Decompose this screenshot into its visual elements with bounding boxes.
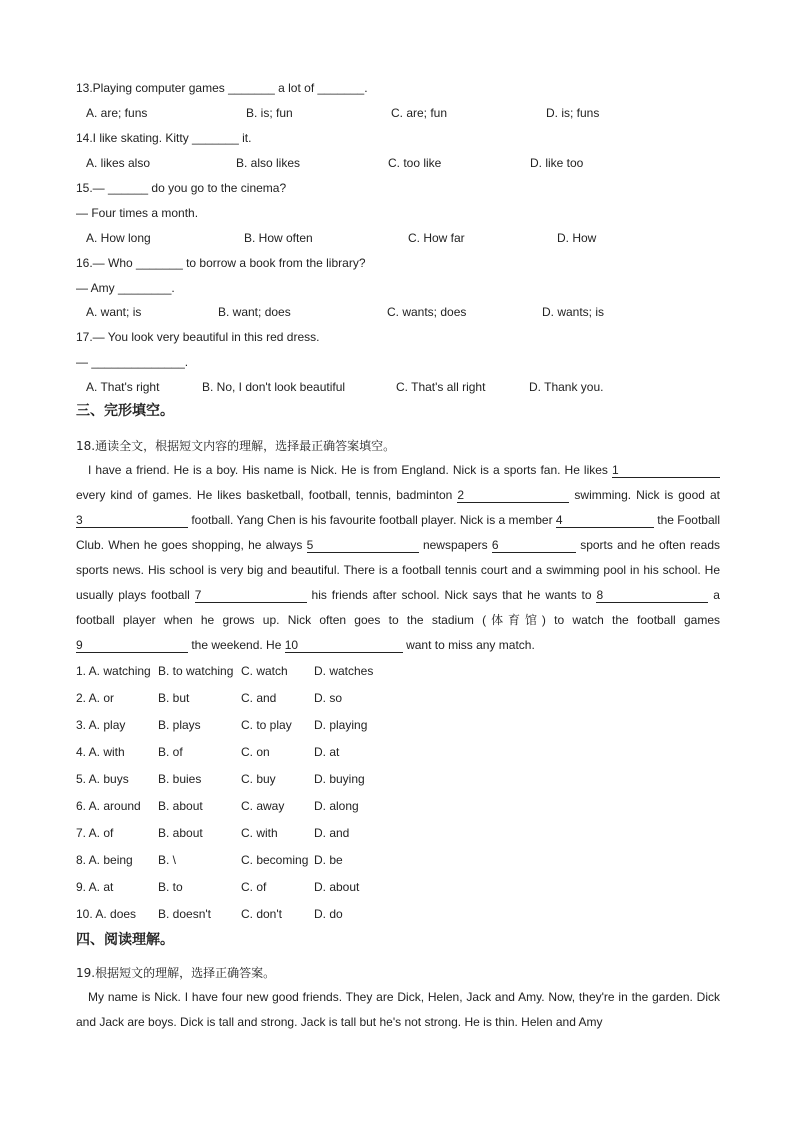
cloze-blank-3: 3 [76,513,188,528]
q14-option-b[interactable]: B. also likes [236,156,301,170]
cloze-blank-1: 1 [612,463,720,478]
question-17-reply: — ______________. [76,355,189,369]
cloze-choice-9-b[interactable]: B. to [158,880,183,894]
cloze-choice-10-d[interactable]: D. do [314,907,343,921]
q14-option-a[interactable]: A. likes also [86,156,151,170]
q15-option-c[interactable]: C. How far [408,231,465,245]
cloze-choice-8-c[interactable]: C. becoming [241,853,309,867]
cloze-choice-2-c[interactable]: C. and [241,691,277,705]
q16-option-b[interactable]: B. want; does [218,305,291,319]
cloze-choice-5-d[interactable]: D. buying [314,772,365,786]
question-18-instruction: 18.通读全文，根据短文内容的理解，选择最正确答案填空。 [76,439,396,453]
cloze-choice-2-b[interactable]: B. but [158,691,190,705]
cloze-blank-4: 4 [556,513,654,528]
cloze-choice-8-a[interactable]: 8. A. being [76,853,133,867]
question-16-reply: — Amy ________. [76,281,175,295]
cloze-choice-8-d[interactable]: D. be [314,853,343,867]
cloze-blank-5: 5 [307,538,419,553]
q15-option-a[interactable]: A. How long [86,231,151,245]
cloze-text: every kind of games. He likes basketball, football, tennis, badminton [76,488,458,502]
q15-option-d[interactable]: D. How [557,231,597,245]
cloze-text: the weekend. He [188,638,285,652]
cloze-blank-7: 7 [195,588,307,603]
cloze-text: football. Yang Chen is his favourite football player. Nick is a member [188,513,556,527]
cloze-blank-2: 2 [457,488,569,503]
cloze-choice-5-c[interactable]: C. buy [241,772,276,786]
cloze-choice-5-b[interactable]: B. buies [158,772,202,786]
cloze-choice-1-c[interactable]: C. watch [241,664,288,678]
cloze-choice-7-b[interactable]: B. about [158,826,203,840]
cloze-blank-6: 6 [492,538,576,553]
q16-option-a[interactable]: A. want; is [86,305,142,319]
reading-passage [76,985,720,1035]
section-3-heading: 三、完形填空。 [76,403,174,419]
cloze-text: swimming. Nick is good at [569,488,721,502]
cloze-choice-6-a[interactable]: 6. A. around [76,799,141,813]
q13-option-b[interactable]: B. is; fun [246,106,293,120]
cloze-choice-3-b[interactable]: B. plays [158,718,201,732]
cloze-choice-9-c[interactable]: C. of [241,880,267,894]
cloze-choice-10-c[interactable]: C. don't [241,907,282,921]
cloze-choice-3-a[interactable]: 3. A. play [76,718,126,732]
cloze-choice-2-a[interactable]: 2. A. or [76,691,115,705]
reading-passage-text: My name is Nick. I have four new good friends. They are Dick, Helen, Jack and Amy. Now, they're in the garden. Dick and Jack are boys. Dick is tall and strong. Jack is tall but he's not strong. He is thin. Helen and Amy [76,990,720,1029]
cloze-choice-9-d[interactable]: D. about [314,880,360,894]
cloze-text: a football player when he grows up. Nick often goes to the stadium (体育馆) to watch the football games [76,588,720,627]
q15-option-b[interactable]: B. How often [244,231,313,245]
cloze-text: the Football Club. When he goes shopping, he always [76,513,720,552]
cloze-text: want to miss any match. [402,638,535,652]
cloze-choice-3-d[interactable]: D. playing [314,718,368,732]
q13-option-c[interactable]: C. are; fun [391,106,448,120]
cloze-choice-6-d[interactable]: D. along [314,799,359,813]
question-13-stem: 13.Playing computer games _______ a lot of _______. [76,81,368,95]
cloze-choice-4-c[interactable]: C. on [241,745,270,759]
q14-option-d[interactable]: D. like too [530,156,584,170]
cloze-choice-7-c[interactable]: C. with [241,826,278,840]
q17-option-c[interactable]: C. That's all right [396,380,486,394]
question-14-stem: 14.I like skating. Kitty _______ it. [76,131,252,145]
q17-option-d[interactable]: D. Thank you. [529,380,604,394]
question-19-instruction: 19.根据短文的理解，选择正确答案。 [76,966,276,980]
cloze-text: sports and he often reads sports news. His school is very big and beautiful. There is a football tennis court and a swimming pool in his school. He usually plays football [76,538,721,602]
cloze-choice-7-d[interactable]: D. and [314,826,350,840]
cloze-choice-9-a[interactable]: 9. A. at [76,880,114,894]
q17-option-a[interactable]: A. That's right [86,380,160,394]
cloze-blank-8: 8 [596,588,708,603]
cloze-choice-1-a[interactable]: 1. A. watching [76,664,151,678]
cloze-passage [76,458,720,658]
cloze-choice-4-a[interactable]: 4. A. with [76,745,125,759]
section-4-heading: 四、阅读理解。 [76,932,174,948]
q17-option-b[interactable]: B. No, I don't look beautiful [202,380,346,394]
question-16-stem: 16.— Who _______ to borrow a book from the library? [76,256,366,270]
cloze-choice-6-b[interactable]: B. about [158,799,203,813]
cloze-text: newspapers [418,538,492,552]
cloze-text: his friends after school. Nick says that he wants to [306,588,597,602]
cloze-choice-4-b[interactable]: B. of [158,745,183,759]
q14-option-c[interactable]: C. too like [388,156,442,170]
cloze-choice-10-b[interactable]: B. doesn't [158,907,211,921]
q13-option-a[interactable]: A. are; funs [86,106,148,120]
question-15-reply: — Four times a month. [76,206,199,220]
cloze-text: I have a friend. He is a boy. His name is Nick. He is from England. Nick is a sports fan. He likes [88,463,612,477]
cloze-choice-7-a[interactable]: 7. A. of [76,826,114,840]
cloze-choice-8-b[interactable]: B. \ [158,853,177,867]
cloze-choice-6-c[interactable]: C. away [241,799,285,813]
cloze-choice-4-d[interactable]: D. at [314,745,340,759]
question-15-stem: 15.— ______ do you go to the cinema? [76,181,287,195]
cloze-choice-10-a[interactable]: 10. A. does [76,907,137,921]
cloze-choice-5-a[interactable]: 5. A. buys [76,772,129,786]
q13-option-d[interactable]: D. is; funs [546,106,600,120]
cloze-choice-2-d[interactable]: D. so [314,691,343,705]
cloze-choice-3-c[interactable]: C. to play [241,718,292,732]
cloze-choice-1-d[interactable]: D. watches [314,664,374,678]
cloze-choice-1-b[interactable]: B. to watching [158,664,234,678]
cloze-blank-10: 10 [285,638,403,653]
question-17-stem: 17.— You look very beautiful in this red dress. [76,330,320,344]
q16-option-c[interactable]: C. wants; does [387,305,467,319]
cloze-blank-9: 9 [76,638,188,653]
q16-option-d[interactable]: D. wants; is [542,305,605,319]
